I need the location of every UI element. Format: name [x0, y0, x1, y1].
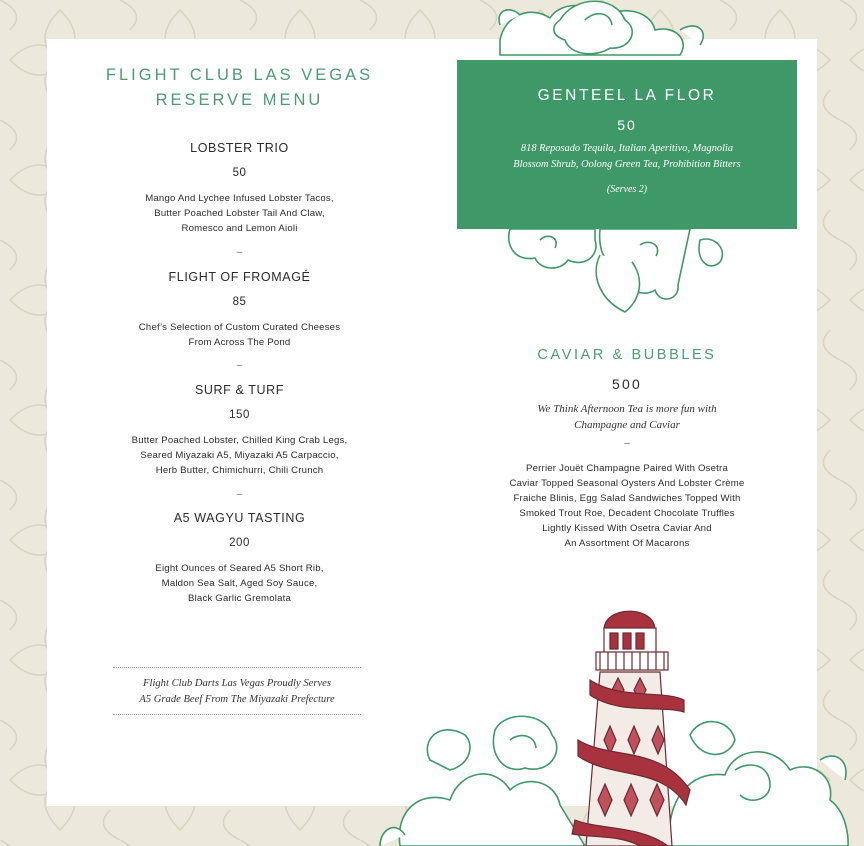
feature-serves: (Serves 2)	[606, 184, 648, 195]
item-description	[47, 433, 432, 478]
caviar-tagline	[457, 401, 797, 433]
item-description-line: Romesco and Lemon Aioli	[181, 223, 298, 234]
caviar-description-line: Perrier Jouët Champagne Paired With Osetra	[526, 463, 728, 474]
item-separator: –	[236, 489, 243, 500]
item-description-line: Chef’s Selection of Custom Curated Cheeses	[138, 322, 341, 333]
item-price: 150	[229, 409, 250, 421]
item-name: A5 WAGYU TASTING	[173, 511, 306, 525]
footnote-line: Flight Club Darts Las Vegas Proudly Serves	[143, 678, 331, 689]
item-description-line: Maldon Sea Salt, Aged Soy Sauce,	[161, 578, 318, 589]
menu-title-line-2: RESERVE MENU	[155, 91, 324, 109]
caviar-price: 500	[612, 376, 642, 392]
caviar-tagline-line: Champagne and Caviar	[574, 419, 680, 431]
caviar-description-line: Caviar Topped Seasonal Oysters And Lobster Crème	[509, 478, 745, 489]
menu-title-line-1: FLIGHT CLUB LAS VEGAS	[105, 66, 374, 84]
item-name: FLIGHT OF FROMAGÉ	[168, 270, 311, 284]
caviar-title: CAVIAR & BUBBLES	[537, 347, 717, 363]
item-price: 85	[232, 296, 247, 308]
menu-item-surf-and-turf	[47, 382, 432, 478]
caviar-description-line: Lightly Kissed With Osetra Caviar And	[542, 523, 712, 534]
item-description-line: Seared Miyazaki A5, Miyazaki A5 Carpaccio,	[140, 450, 339, 461]
item-description	[47, 191, 432, 236]
item-description-line: From Across The Pond	[188, 337, 291, 348]
item-price: 200	[229, 537, 250, 549]
menu-title	[47, 63, 432, 113]
caviar-description	[457, 461, 797, 551]
feature-description	[457, 141, 797, 173]
feature-description-line: 818 Reposado Tequila, Italian Aperitivo, Magnolia	[520, 143, 734, 154]
item-description-line: Black Garlic Gremolata	[187, 593, 292, 604]
caviar-tagline-line: We Think Afternoon Tea is more fun with	[537, 403, 717, 415]
menu-item-a5-wagyu-tasting	[47, 510, 432, 606]
footnote-line: A5 Grade Beef From The Miyazaki Prefecture	[139, 694, 335, 705]
item-name: LOBSTER TRIO	[190, 141, 289, 155]
caviar-description-line: An Assortment Of Macarons	[564, 538, 690, 549]
feature-price: 50	[617, 117, 637, 133]
wagyu-footnote	[113, 667, 361, 715]
feature-description-line: Blossom Shrub, Oolong Green Tea, Prohibition Bitters	[513, 159, 741, 170]
feature-title: GENTEEL LA FLOR	[537, 87, 717, 104]
left-menu-column	[47, 39, 432, 806]
caviar-section	[457, 346, 797, 551]
item-price: 50	[232, 167, 247, 179]
item-separator: –	[236, 360, 243, 371]
item-description-line: Eight Ounces of Seared A5 Short Rib,	[155, 563, 324, 574]
item-description	[47, 561, 432, 606]
item-description-line: Mango And Lychee Infused Lobster Tacos,	[145, 193, 334, 204]
item-description-line: Butter Poached Lobster Tail And Claw,	[154, 208, 325, 219]
menu-item-lobster-trio	[47, 140, 432, 236]
item-description-line: Herb Butter, Chimichurri, Chili Crunch	[155, 465, 324, 476]
caviar-description-line: Fraiche Blinis, Egg Salad Sandwiches Topped With	[513, 493, 741, 504]
item-name: SURF & TURF	[194, 383, 284, 397]
feature-cocktail-box	[457, 60, 797, 229]
item-separator: –	[236, 247, 243, 258]
item-description-line: Butter Poached Lobster, Chilled King Crab Legs,	[131, 435, 348, 446]
caviar-description-line: Smoked Trout Roe, Decadent Chocolate Truffles	[519, 508, 735, 519]
caviar-separator: –	[624, 438, 630, 449]
item-description	[47, 320, 432, 350]
menu-item-flight-of-fromage	[47, 269, 432, 350]
